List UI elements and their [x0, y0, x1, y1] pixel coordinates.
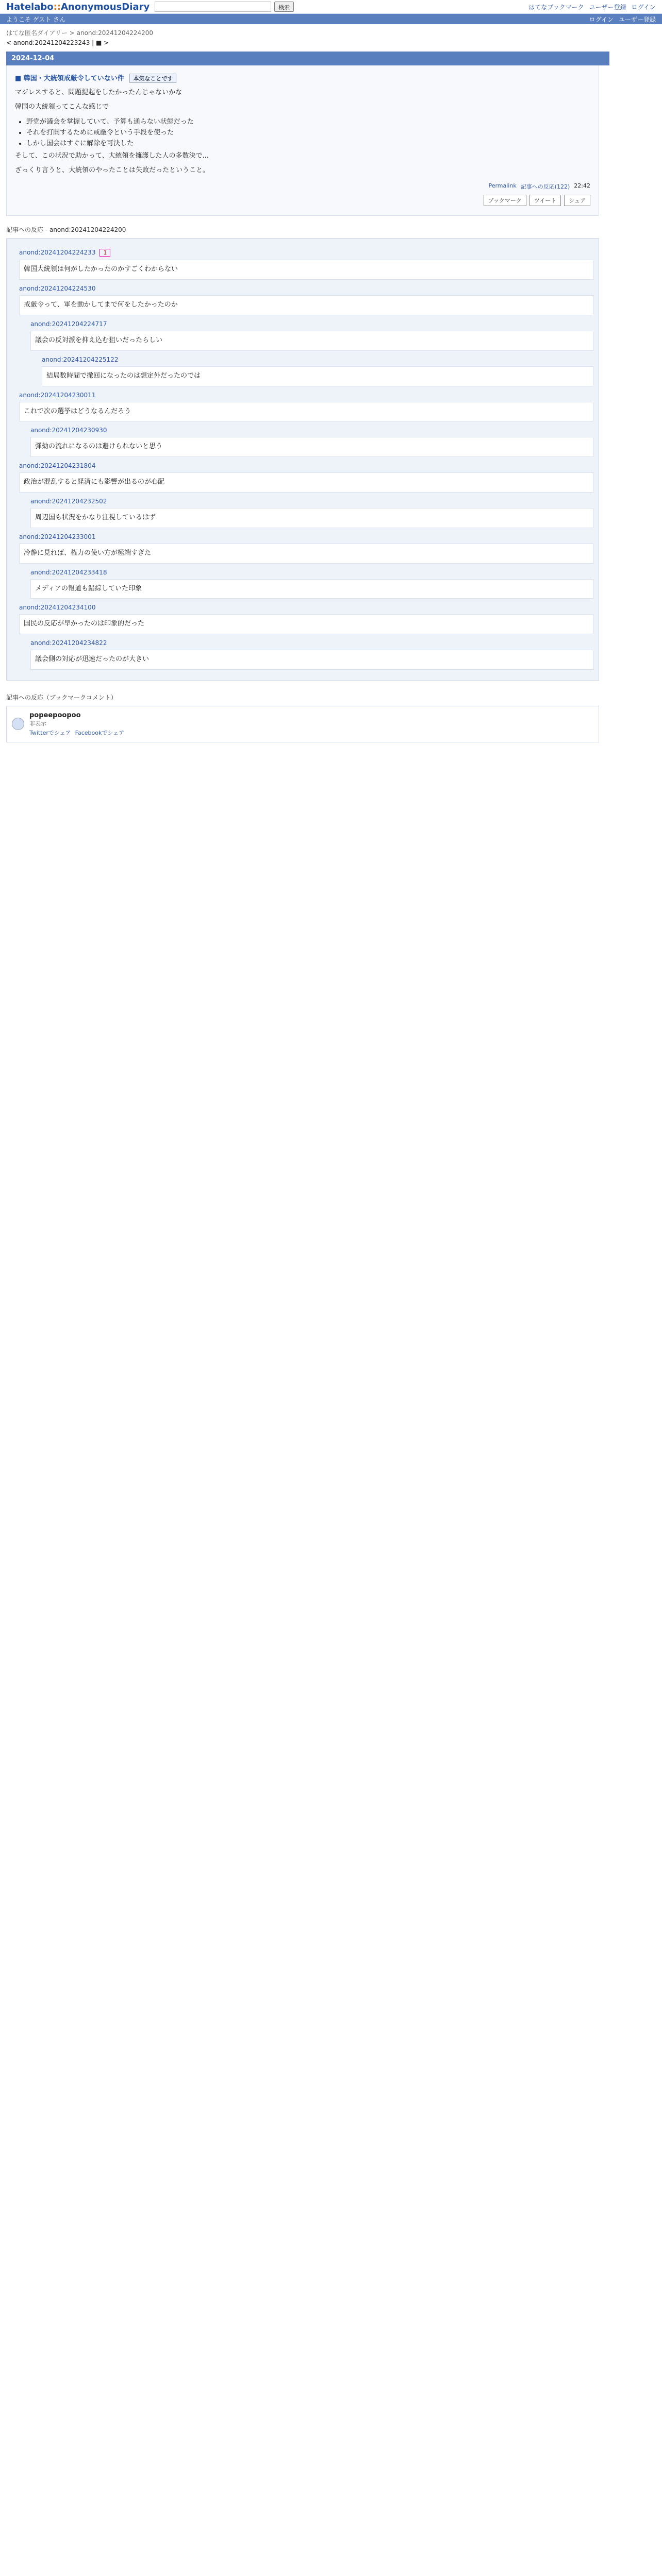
- tweet-button[interactable]: ツイート: [529, 195, 561, 206]
- comment-id-link[interactable]: anond:20241204225122: [42, 355, 119, 363]
- comment-text: メディアの報道も錯綜していた印象: [30, 579, 593, 599]
- footer-box: [6, 706, 599, 742]
- comment-id-link[interactable]: anond:20241204233418: [30, 568, 107, 576]
- site-logo[interactable]: Hatelabo::AnonymousDiary: [6, 1, 150, 12]
- comments-list: [6, 238, 599, 681]
- search-input[interactable]: [155, 2, 271, 12]
- comment-text: 議会側の対応が迅速だったのが大きい: [30, 650, 593, 670]
- comment-id-link[interactable]: anond:20241204224530: [19, 285, 96, 293]
- comment-id-link[interactable]: anond:20241204231804: [19, 462, 96, 470]
- entry-bullets: [26, 116, 590, 147]
- share-buttons: [15, 195, 590, 206]
- entry-tag: 本気なことです: [129, 74, 176, 83]
- profile-subtitle: 非表示: [29, 720, 46, 727]
- search-area: [155, 2, 294, 12]
- entry-bullet: • 野党が議会を掌握していて、予算も通らない状態だった: [26, 116, 590, 126]
- entry-para-2: 韓国の大統領ってこんな感じで: [15, 103, 109, 111]
- top-link-login[interactable]: ログイン: [631, 3, 656, 11]
- entry-section: [6, 52, 656, 216]
- comment-item: [30, 569, 593, 599]
- top-link-bookmark[interactable]: はてなブックマーク: [528, 3, 584, 11]
- footer-head: 記事への反応（ブックマークコメント）: [6, 693, 117, 701]
- comment-id-link[interactable]: anond:20241204232502: [30, 497, 107, 505]
- profile-name: popeepoopoo: [29, 711, 81, 719]
- comment-item: [19, 533, 593, 564]
- bookmark-button[interactable]: ブックマーク: [484, 195, 526, 206]
- comments-head: 記事への反応 - anond:20241204224200: [6, 226, 126, 234]
- share-button[interactable]: シェア: [564, 195, 590, 206]
- entry-nav[interactable]: < anond:20241204223243 | ■ >: [6, 39, 109, 46]
- footer-links: [29, 728, 124, 737]
- comment-item: [19, 285, 593, 315]
- comment-item: [19, 462, 593, 493]
- comment-text: 韓国大統領は何がしたかったのかすごくわからない: [19, 260, 593, 280]
- entry-body: [6, 65, 599, 216]
- comment-id-link[interactable]: anond:20241204234822: [30, 639, 107, 647]
- twitter-share-link[interactable]: Twitterでシェア: [29, 729, 71, 736]
- comment-item: [19, 604, 593, 634]
- entry-bullet: • しかし国会はすぐに解除を可決した: [26, 138, 590, 147]
- subbar-register-link[interactable]: ユーザー登録: [618, 15, 656, 23]
- comment-id-link[interactable]: anond:20241204230930: [30, 427, 107, 434]
- top-links: [528, 3, 656, 11]
- comment-text: 国民の反応が早かったのは印象的だった: [19, 614, 593, 634]
- comment-item: [30, 498, 593, 528]
- entry-time: 22:42: [574, 182, 590, 190]
- entry-para-1: マジレスすると、問題提起をしたかったんじゃないかな: [15, 89, 183, 96]
- comment-item: [42, 356, 593, 386]
- comment-text: 政治が混乱すると経済にも影響が出るのが心配: [19, 472, 593, 493]
- comment-item: [30, 427, 593, 457]
- comment-text: 議会の反対派を抑え込む狙いだったらしい: [30, 331, 593, 351]
- comment-item: [30, 639, 593, 670]
- footer-area: [6, 693, 656, 742]
- subbar-links: [589, 15, 656, 24]
- entry-meta: [15, 182, 590, 191]
- comment-text: 弾劾の流れになるのは避けられないと思う: [30, 437, 593, 457]
- breadcrumb: はてな匿名ダイアリー > anond:20241204224200: [6, 29, 154, 37]
- comment-id-link[interactable]: anond:20241204233001: [19, 533, 96, 540]
- entry-bullet: • それを打開するために戒厳令という手段を使った: [26, 127, 590, 137]
- subbar-login-link[interactable]: ログイン: [589, 15, 614, 23]
- top-bar: [0, 0, 662, 14]
- comment-item: [19, 249, 593, 280]
- top-link-register[interactable]: ユーザー登録: [589, 3, 626, 11]
- facebook-share-link[interactable]: Facebookでシェア: [75, 729, 125, 736]
- entry-para-4: ざっくり言うと、大統領のやったことは失敗だったということ。: [15, 166, 210, 175]
- welcome-text: ようこそ ゲスト さん: [6, 15, 66, 23]
- entry-title: ■ 韓国・大統領戒厳令していない件 本気なことです: [15, 73, 590, 83]
- comment-id-link[interactable]: anond:20241204230011: [19, 391, 96, 399]
- entry-para-3: そして、この状況で助かって、大統領を擁護した人の多数決で...: [15, 152, 209, 160]
- entry-date: 2024-12-04: [6, 52, 609, 65]
- comment-text: 冷静に見れば、権力の使い方が極端すぎた: [19, 544, 593, 564]
- comments-area: [6, 225, 656, 681]
- comment-item: [19, 392, 593, 422]
- comment-id-link[interactable]: anond:20241204224233: [19, 249, 96, 257]
- comment-badge: 1: [100, 249, 110, 257]
- comment-text: これで次の選挙はどうなるんだろう: [19, 402, 593, 422]
- avatar: [12, 718, 24, 730]
- comment-item: [30, 320, 593, 351]
- sub-bar: [0, 14, 662, 24]
- comment-text: 周辺国も状況をかなり注視しているはず: [30, 508, 593, 528]
- search-button[interactable]: 検索: [274, 2, 294, 12]
- comment-id-link[interactable]: anond:20241204224717: [30, 320, 107, 328]
- comment-text: 戒厳令って、軍を動かしてまで何をしたかったのか: [19, 295, 593, 315]
- comment-id-link[interactable]: anond:20241204234100: [19, 604, 96, 612]
- responses-link[interactable]: 記事への反応(122): [520, 183, 570, 191]
- permalink-link[interactable]: Permalink: [488, 182, 517, 190]
- comment-text: 結局数時間で撤回になったのは想定外だったのでは: [42, 366, 593, 386]
